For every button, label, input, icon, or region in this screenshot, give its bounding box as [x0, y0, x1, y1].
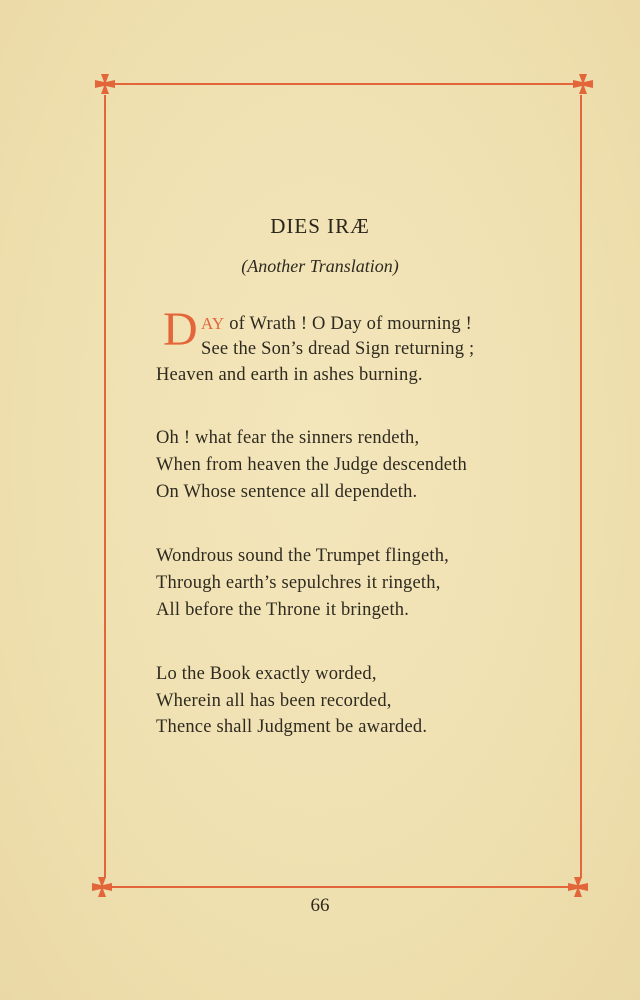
- poem-line: Through earth’s sepulchres it ringeth,: [156, 573, 441, 593]
- cross-pattee-icon: [95, 74, 115, 94]
- poem-title: DIES IRÆ: [270, 214, 370, 238]
- border-right-rule: [580, 95, 582, 878]
- poem-line: Wherein all has been recorded,: [156, 691, 392, 711]
- poem-line: Wondrous sound the Trumpet flingeth,: [156, 546, 449, 566]
- poem-line: See the Son’s dread Sign returning ;: [201, 339, 475, 359]
- page-number: 66: [310, 895, 330, 916]
- poem-line: Thence shall Judgment be awarded.: [156, 717, 428, 737]
- border-bottom-rule: [110, 886, 570, 888]
- poem-line: When from heaven the Judge descendeth: [156, 455, 467, 475]
- poem-subtitle: (Another Translation): [241, 256, 399, 276]
- poem-line: Oh ! what fear the sinners rendeth,: [156, 428, 420, 448]
- border-left-rule: [104, 95, 106, 878]
- poem-line: Lo the Book exactly worded,: [156, 664, 377, 684]
- poem-line: Heaven and earth in ashes burning.: [156, 365, 423, 385]
- poem-line: AY of Wrath ! O Day of mourning !: [201, 314, 473, 334]
- poem-line: On Whose sentence all dependeth.: [156, 482, 418, 502]
- drop-cap-continuation: AY: [201, 314, 225, 333]
- border-top-rule: [112, 83, 574, 85]
- drop-cap: D: [163, 303, 198, 356]
- cross-pattee-icon: [92, 877, 112, 897]
- poem-line: All before the Throne it bringeth.: [156, 600, 410, 620]
- cross-pattee-icon: [573, 74, 593, 94]
- cross-pattee-icon: [568, 877, 588, 897]
